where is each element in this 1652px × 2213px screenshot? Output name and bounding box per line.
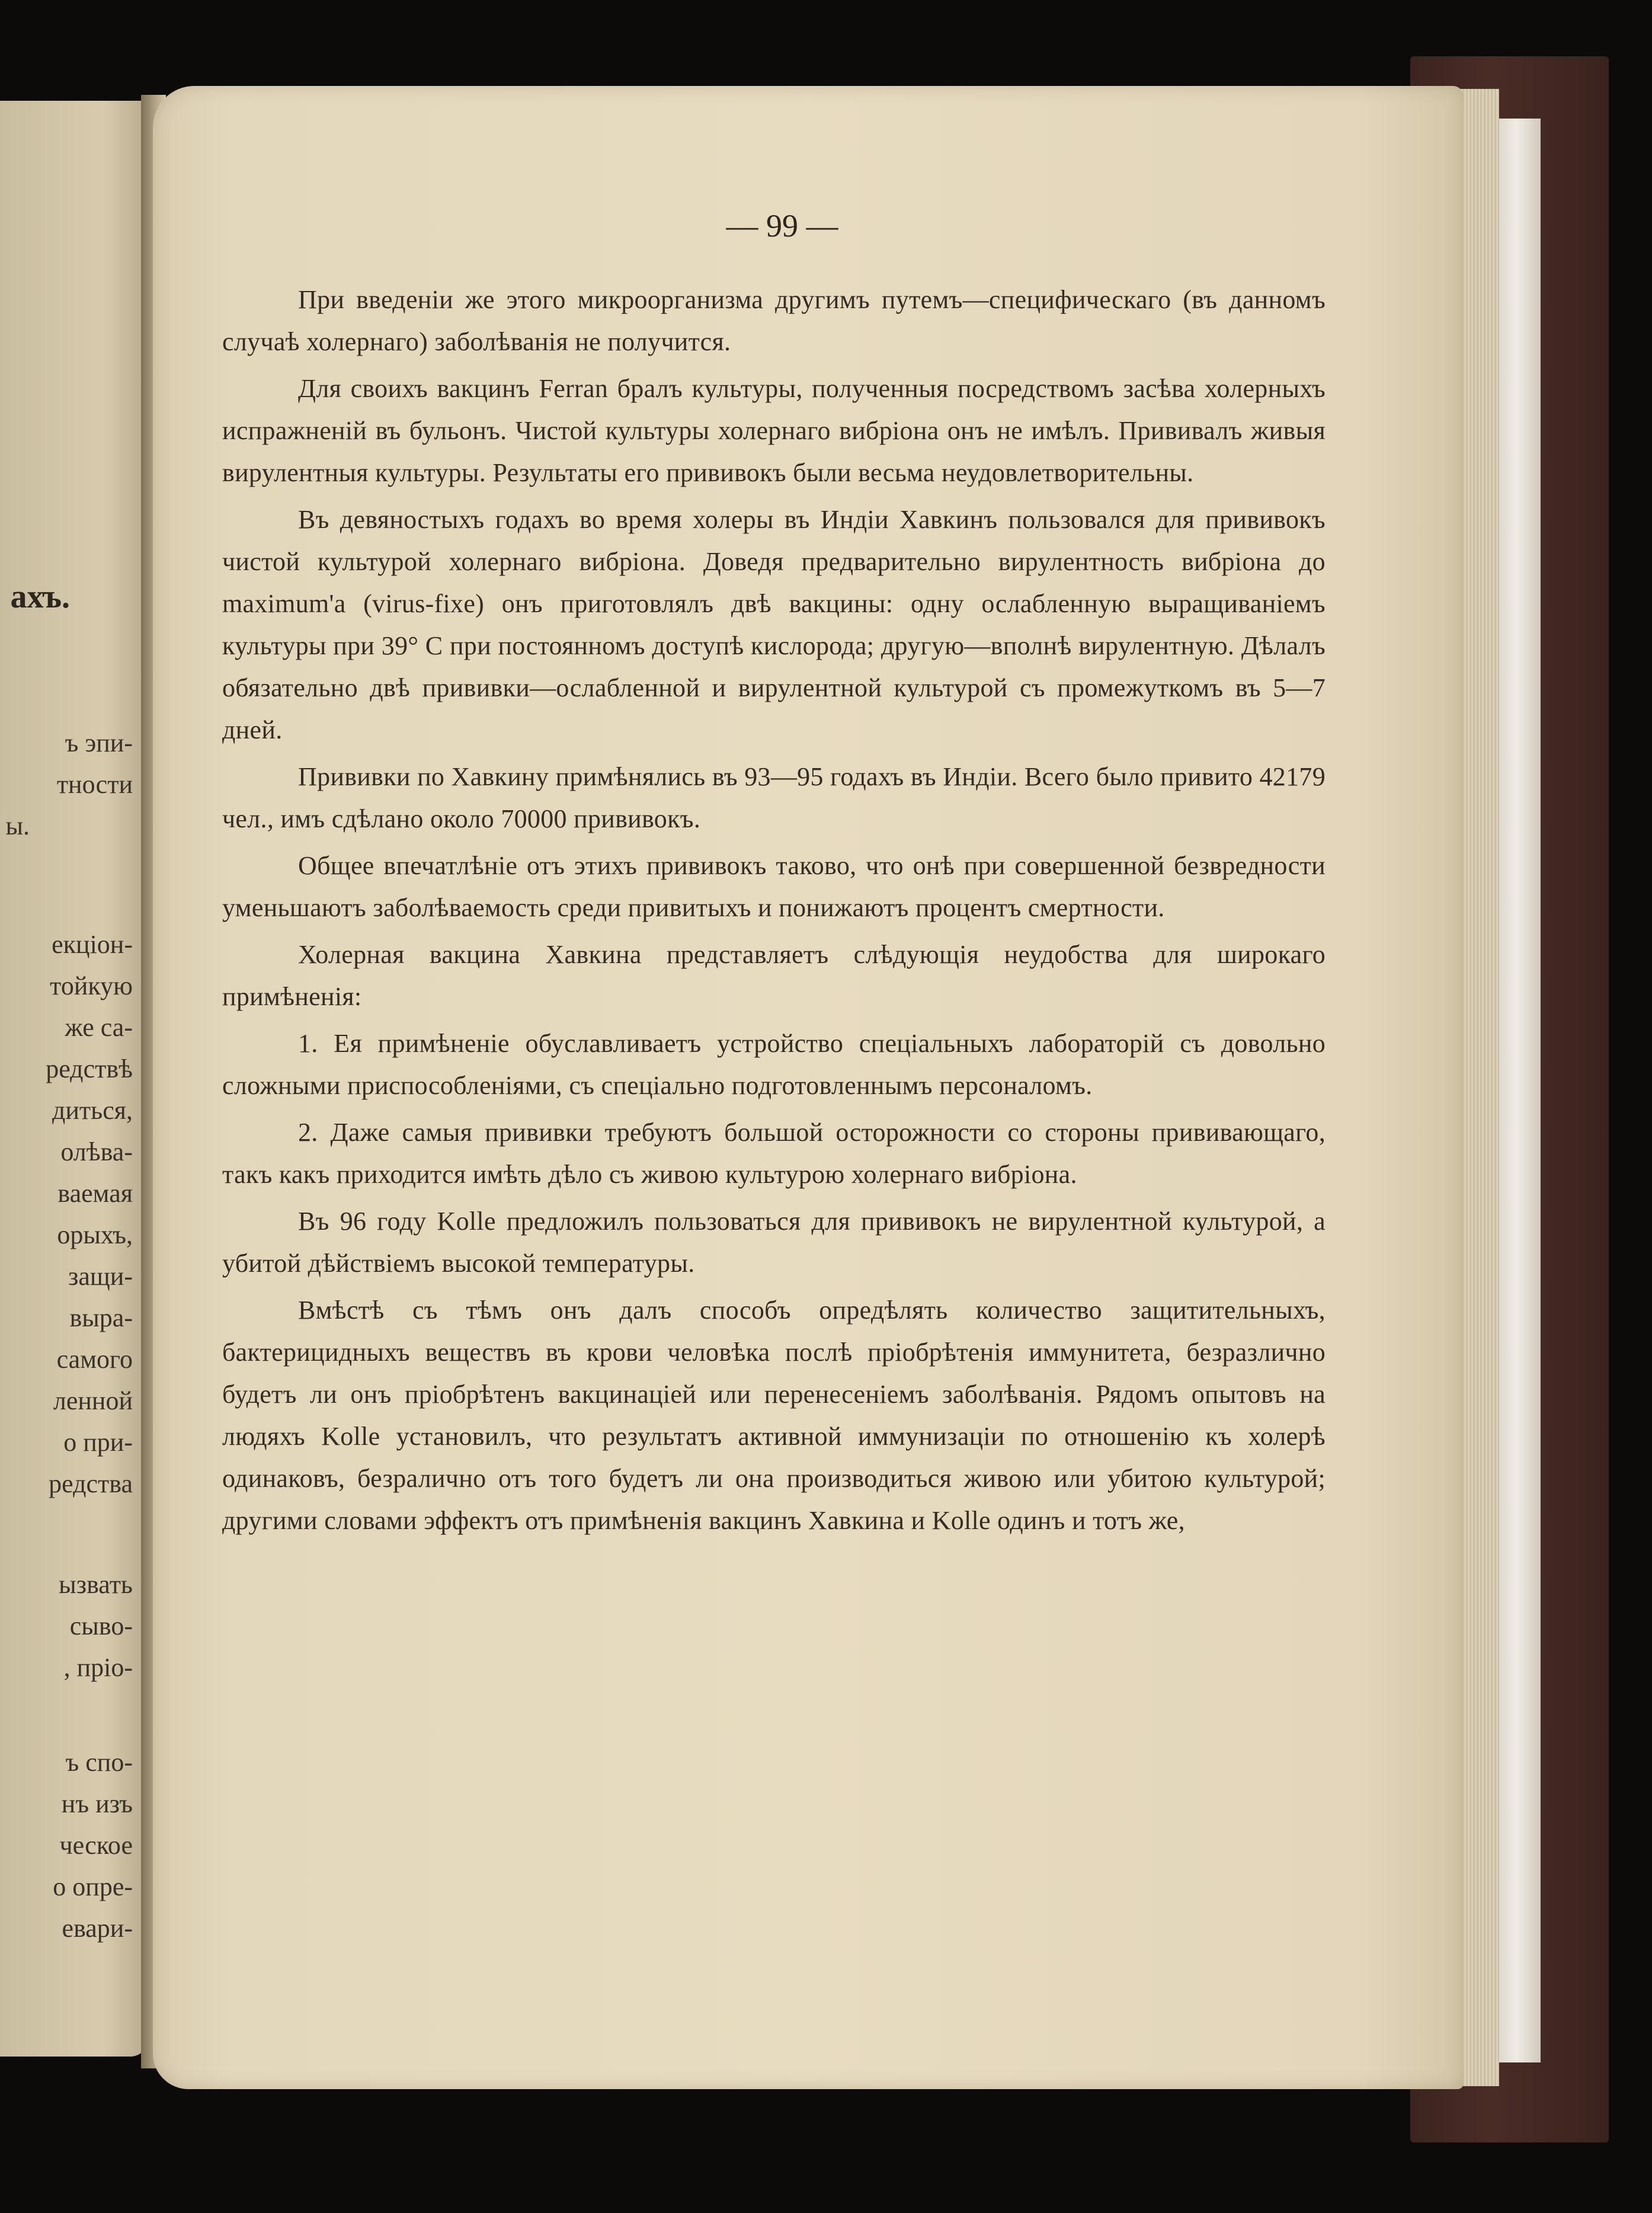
left-page-line: редствѣ <box>46 1054 133 1083</box>
left-page-line: о при- <box>63 1428 133 1457</box>
paragraph: Въ 96 году Kolle предложилъ пользоваться для прививокъ не вирулентной культурой, а убитой дѣйствіемъ высокой температуры. <box>222 1207 1326 1278</box>
left-page-line: нъ изъ <box>61 1789 133 1818</box>
left-page-line: защи- <box>68 1262 133 1291</box>
left-page-line: же са- <box>65 1013 133 1042</box>
cover-edge <box>1493 119 1541 2062</box>
left-page-line: выра- <box>69 1303 133 1332</box>
left-page-line: екціон- <box>52 930 133 959</box>
left-page-line: диться, <box>52 1096 133 1125</box>
left-page-line: сыво- <box>69 1611 133 1640</box>
left-page-line: самого <box>56 1345 133 1374</box>
list-item: 2. Даже самыя прививки требуютъ большой осторожности со стороны прививающаго, такъ какъ приходится имѣть дѣло съ живою культурою холернаго вибріона. <box>222 1118 1326 1189</box>
left-page-line: редства <box>49 1469 133 1498</box>
left-page-line: ъ эпи- <box>65 728 133 757</box>
left-page-line: ленной <box>53 1386 133 1415</box>
left-page-heading: ахъ. <box>10 578 70 615</box>
left-page-line: ы. <box>5 811 30 840</box>
left-page-line: ызвать <box>59 1570 133 1599</box>
paragraph: При введеніи же этого микроорганизма другимъ путемъ—специфическаго (въ данномъ случаѣ холернаго) заболѣванія не получится. <box>222 285 1326 356</box>
left-page-line: евари- <box>62 1914 133 1943</box>
left-page-line: олѣва- <box>60 1137 133 1166</box>
paragraph: Вмѣстѣ съ тѣмъ онъ далъ способъ опредѣлять количество защитительныхъ, бактерицидныхъ веществъ въ крови человѣка послѣ пріобрѣтенія иммунитета, безразлично будетъ ли онъ пріобрѣтенъ вакцинаціей или перенесеніемъ заболѣванія. Рядомъ опытовъ на людяхъ Kolle установилъ, что результатъ активной иммунизаціи по отношенію къ холерѣ одинаковъ, безралично отъ того будетъ ли она производиться живою или убитою культурой; другими словами эффектъ отъ примѣненія вакцинъ Хавкина и Kolle одинъ и тотъ же, <box>222 1296 1326 1535</box>
left-page-line: ваемая <box>57 1179 133 1208</box>
paragraph: Общее впечатлѣніе отъ этихъ прививокъ таково, что онѣ при совершенной безвредности уменьшаютъ заболѣваемость среди привитыхъ и понижаютъ процентъ смертности. <box>222 851 1326 922</box>
left-page-line: орыхъ, <box>57 1220 133 1249</box>
left-page-line: , пріо- <box>63 1653 133 1682</box>
paragraph: Холерная вакцина Хавкина представляетъ слѣдующія неудобства для широкаго примѣненія: <box>222 940 1326 1011</box>
page-number: — 99 — <box>726 208 838 244</box>
left-page-line: тности <box>56 770 133 799</box>
left-page-line: тойкую <box>50 971 133 1000</box>
paragraph: Въ девяностыхъ годахъ во время холеры въ Индіи Хавкинъ пользовался для прививокъ чистой культурой холернаго вибріона. Доведя предварительно вирулентность вибріона до maximum'a (virus-fixe) онъ приготовлялъ двѣ вакцины: одну ослабленную выращиваніемъ культуры при 39° C при постоянномъ доступѣ кислорода; другую—вполнѣ вирулентную. Дѣлалъ обязательно двѣ прививки—ослабленной и вирулентной культурой съ промежуткомъ въ 5—7 дней. <box>222 505 1326 744</box>
left-page-line: о опре- <box>53 1872 133 1901</box>
paragraph: Прививки по Хавкину примѣнялись въ 93—95 годахъ въ Индіи. Всего было привито 42179 чел., имъ сдѣлано около 70000 прививокъ. <box>222 762 1326 833</box>
left-page <box>0 101 148 2057</box>
left-page-line: ческое <box>59 1831 133 1860</box>
list-item: 1. Ея примѣненіе обуславливаетъ устройство спеціальныхъ лабораторій съ довольно сложными приспособленіями, съ спеціально подготовленнымъ персоналомъ. <box>222 1029 1326 1100</box>
page-body <box>222 279 1326 1546</box>
left-page-line: ъ спо- <box>65 1748 133 1777</box>
paragraph: Для своихъ вакцинъ Ferran бралъ культуры, полученныя посредствомъ засѣва холерныхъ испражненій въ бульонъ. Чистой культуры холернаго вибріона онъ не имѣлъ. Прививалъ живыя вирулентныя культуры. Результаты его прививокъ были весьма неудовлетворительны. <box>222 374 1326 487</box>
